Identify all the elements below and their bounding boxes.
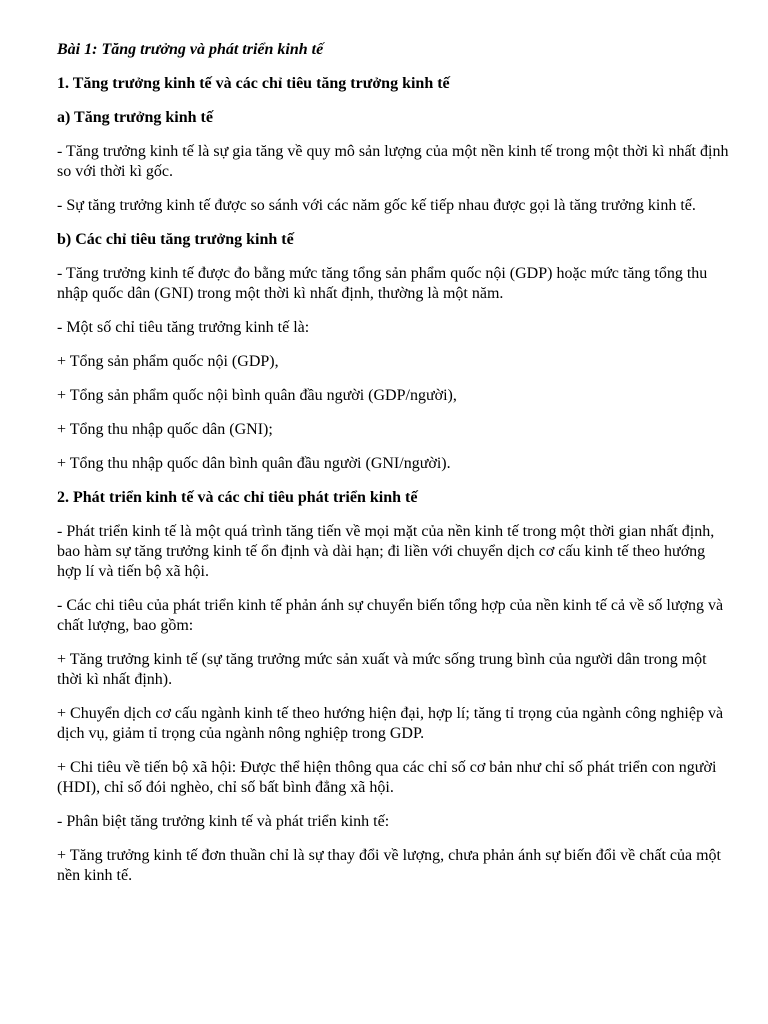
list-item: + Chuyển dịch cơ cấu ngành kinh tế theo hướng hiện đại, hợp lí; tăng tỉ trọng của ngành công nghiệp và dịch vụ, giảm tỉ trọng của ngành nông nghiệp trong GDP.: [57, 705, 724, 742]
list-item: + Tổng thu nhập quốc dân bình quân đầu người (GNI/người).: [57, 455, 451, 472]
paragraph: - Tăng trưởng kinh tế được đo bằng mức tăng tổng sản phẩm quốc nội (GDP) hoặc mức tăng tổng thu nhập quốc dân (GNI) trong một thời kì nhất định, thường là một năm.: [57, 265, 708, 302]
list-item: + Tổng thu nhập quốc dân (GNI);: [57, 421, 273, 438]
paragraph: - Một số chỉ tiêu tăng trưởng kinh tế là:: [57, 319, 310, 336]
section-2-heading: 2. Phát triển kinh tế và các chỉ tiêu phát triển kinh tế: [57, 489, 418, 506]
paragraph: - Phân biệt tăng trưởng kinh tế và phát triển kinh tế:: [57, 813, 390, 830]
paragraph: - Phát triển kinh tế là một quá trình tăng tiến về mọi mặt của nền kinh tế trong một thời gian nhất định, bao hàm sự tăng trưởng kinh tế ổn định và dài hạn; đi liền với chuyển dịch cơ cấu kinh tế theo hướng hợp lí và tiến bộ xã hội.: [57, 523, 715, 580]
paragraph: - Sự tăng trưởng kinh tế được so sánh với các năm gốc kế tiếp nhau được gọi là tăng trưởng kinh tế.: [57, 197, 696, 214]
list-item: + Tổng sản phẩm quốc nội bình quân đầu người (GDP/người),: [57, 387, 457, 404]
lesson-title: Bài 1: Tăng trưởng và phát triển kinh tế: [57, 41, 324, 58]
section-1a-heading: a) Tăng trưởng kinh tế: [57, 109, 213, 126]
section-1b-heading: b) Các chỉ tiêu tăng trưởng kinh tế: [57, 231, 294, 248]
section-1-heading: 1. Tăng trưởng kinh tế và các chỉ tiêu tăng trưởng kinh tế: [57, 75, 450, 92]
paragraph: - Tăng trưởng kinh tế là sự gia tăng về quy mô sản lượng của một nền kinh tế trong một thời kì nhất định so với thời kì gốc.: [57, 143, 729, 180]
list-item: + Tăng trưởng kinh tế đơn thuần chỉ là sự thay đổi về lượng, chưa phản ánh sự biến đổi về chất của một nền kinh tế.: [57, 847, 721, 884]
paragraph: - Các chi tiêu của phát triển kinh tế phản ánh sự chuyển biến tổng hợp của nền kinh tế cả về số lượng và chất lượng, bao gồm:: [57, 597, 724, 634]
document-page: [57, 40, 729, 900]
list-item: + Chi tiêu về tiến bộ xã hội: Được thể hiện thông qua các chỉ số cơ bản như chỉ số phát triển con người (HDI), chỉ số đói nghèo, chỉ số bất bình đẳng xã hội.: [57, 759, 717, 796]
list-item: + Tăng trưởng kinh tế (sự tăng trưởng mức sản xuất và mức sống trung bình của người dân trong một thời kì nhất định).: [57, 651, 707, 688]
list-item: + Tổng sản phẩm quốc nội (GDP),: [57, 353, 279, 370]
